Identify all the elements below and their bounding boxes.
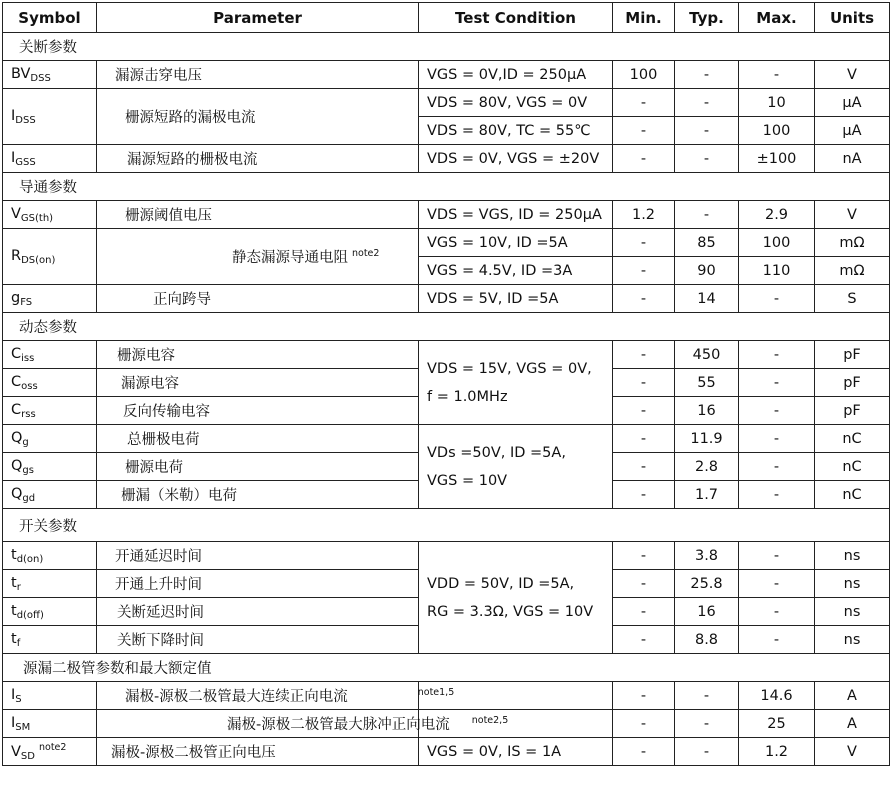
condition-cell: VGS = 0V, IS = 1A — [419, 738, 613, 766]
parameter-cell: 漏源击穿电压 — [97, 61, 419, 89]
max-cell: - — [739, 285, 815, 313]
typ-cell: - — [675, 89, 739, 117]
unit-cell: A — [815, 682, 890, 710]
max-cell: 14.6 — [739, 682, 815, 710]
typ-cell: 450 — [675, 341, 739, 369]
symbol-cell: $C_{rss}$ — [3, 397, 97, 425]
section-on-title: 导通参数 — [3, 173, 890, 201]
symbol-cell: $t_r$ — [3, 570, 97, 598]
symbol-cell: $I_{SM}$ — [3, 710, 97, 738]
symbol-cell: $R_{DS(on)}$ — [3, 229, 97, 285]
table-row — [3, 89, 890, 117]
min-cell: - — [613, 481, 675, 509]
typ-cell: 8.8 — [675, 626, 739, 654]
condition-cell: VDD = 50V, ID =5A, RG = 3.3Ω, VGS = 10V — [419, 542, 613, 654]
symbol-cell: $C_{iss}$ — [3, 341, 97, 369]
typ-cell: 11.9 — [675, 425, 739, 453]
min-cell: - — [613, 229, 675, 257]
table-row — [3, 710, 890, 738]
typ-cell: 25.8 — [675, 570, 739, 598]
max-cell: - — [739, 397, 815, 425]
col-units: Units — [815, 3, 890, 33]
typ-cell: - — [675, 738, 739, 766]
parameter-cell: 关断延迟时间 — [97, 598, 419, 626]
max-cell: - — [739, 425, 815, 453]
col-typ: Typ. — [675, 3, 739, 33]
typ-cell: - — [675, 145, 739, 173]
col-test-condition: Test Condition — [419, 3, 613, 33]
typ-cell: 16 — [675, 598, 739, 626]
condition-cell: VDs =50V, ID =5A, VGS = 10V — [419, 425, 613, 509]
table-row — [3, 61, 890, 89]
section-diode-title: 源漏二极管参数和最大额定值 — [3, 654, 890, 682]
unit-cell: V — [815, 201, 890, 229]
unit-cell: pF — [815, 397, 890, 425]
unit-cell: A — [815, 710, 890, 738]
min-cell: - — [613, 425, 675, 453]
symbol-cell: $Q_{gs}$ — [3, 453, 97, 481]
symbol-cell: $C_{oss}$ — [3, 369, 97, 397]
unit-cell: nC — [815, 481, 890, 509]
table-row — [3, 201, 890, 229]
unit-cell: mΩ — [815, 229, 890, 257]
table-row — [3, 341, 890, 369]
parameter-cell: 栅漏（米勒）电荷 — [97, 481, 419, 509]
typ-cell: 2.8 — [675, 453, 739, 481]
unit-cell: mΩ — [815, 257, 890, 285]
typ-cell: - — [675, 61, 739, 89]
mosfet-electrical-characteristics-table — [2, 2, 890, 766]
parameter-cell: 栅源电容 — [97, 341, 419, 369]
condition-cell: VGS = 4.5V, ID =3A — [419, 257, 613, 285]
section-off-title: 关断参数 — [3, 33, 890, 61]
unit-cell: ns — [815, 626, 890, 654]
max-cell: - — [739, 626, 815, 654]
min-cell: - — [613, 257, 675, 285]
unit-cell: ns — [815, 542, 890, 570]
min-cell: - — [613, 285, 675, 313]
section-row — [3, 173, 890, 201]
unit-cell: V — [815, 738, 890, 766]
typ-cell: 85 — [675, 229, 739, 257]
parameter-cell: 总栅极电荷 — [97, 425, 419, 453]
condition-cell: VDS = 5V, ID =5A — [419, 285, 613, 313]
max-cell: - — [739, 542, 815, 570]
table-row — [3, 682, 890, 710]
parameter-cell: 漏极-源极二极管最大脉冲正向电流 $^{note2,5}$ — [97, 710, 419, 738]
table-row — [3, 285, 890, 313]
condition-cell: VGS = 0V,ID = 250μA — [419, 61, 613, 89]
symbol-cell: $t_f$ — [3, 626, 97, 654]
section-switching-title: 开关参数 — [3, 509, 890, 542]
parameter-cell: 栅源电荷 — [97, 453, 419, 481]
table-row — [3, 145, 890, 173]
unit-cell: pF — [815, 369, 890, 397]
min-cell: - — [613, 453, 675, 481]
section-dynamic-title: 动态参数 — [3, 313, 890, 341]
min-cell: - — [613, 145, 675, 173]
typ-cell: - — [675, 710, 739, 738]
condition-cell: VDS = VGS, ID = 250μA — [419, 201, 613, 229]
symbol-cell: $I_S$ — [3, 682, 97, 710]
min-cell: - — [613, 117, 675, 145]
max-cell: 100 — [739, 229, 815, 257]
condition-cell: VDS = 80V, VGS = 0V — [419, 89, 613, 117]
symbol-cell: $t_{d(off)}$ — [3, 598, 97, 626]
typ-cell: 16 — [675, 397, 739, 425]
min-cell: - — [613, 682, 675, 710]
typ-cell: - — [675, 117, 739, 145]
col-symbol: Symbol — [3, 3, 97, 33]
typ-cell: 3.8 — [675, 542, 739, 570]
condition-cell: VDS = 80V, TC = 55℃ — [419, 117, 613, 145]
table-row — [3, 229, 890, 257]
min-cell: - — [613, 369, 675, 397]
typ-cell: 90 — [675, 257, 739, 285]
min-cell: 100 — [613, 61, 675, 89]
max-cell: - — [739, 453, 815, 481]
min-cell: - — [613, 542, 675, 570]
max-cell: 110 — [739, 257, 815, 285]
max-cell: 2.9 — [739, 201, 815, 229]
parameter-cell: 漏源电容 — [97, 369, 419, 397]
min-cell: - — [613, 710, 675, 738]
parameter-cell: 漏极-源极二极管最大连续正向电流 $^{note1,5}$ — [97, 682, 419, 710]
min-cell: - — [613, 89, 675, 117]
max-cell: - — [739, 598, 815, 626]
condition-cell: VDS = 15V, VGS = 0V, f = 1.0MHz — [419, 341, 613, 425]
typ-cell: - — [675, 682, 739, 710]
max-cell: - — [739, 369, 815, 397]
symbol-cell: $Q_{gd}$ — [3, 481, 97, 509]
typ-cell: - — [675, 201, 739, 229]
condition-cell: VGS = 10V, ID =5A — [419, 229, 613, 257]
parameter-cell: 漏源短路的栅极电流 — [97, 145, 419, 173]
parameter-cell: 静态漏源导通电阻 $^{note2}$ — [97, 229, 419, 285]
unit-cell: nC — [815, 425, 890, 453]
min-cell: - — [613, 341, 675, 369]
parameter-cell: 栅源阈值电压 — [97, 201, 419, 229]
min-cell: - — [613, 738, 675, 766]
col-max: Max. — [739, 3, 815, 33]
unit-cell: nC — [815, 453, 890, 481]
col-parameter: Parameter — [97, 3, 419, 33]
parameter-cell: 开通上升时间 — [97, 570, 419, 598]
table-row — [3, 542, 890, 570]
max-cell: 25 — [739, 710, 815, 738]
typ-cell: 55 — [675, 369, 739, 397]
max-cell: - — [739, 570, 815, 598]
unit-cell: ns — [815, 570, 890, 598]
min-cell: - — [613, 570, 675, 598]
symbol-cell: $I_{DSS}$ — [3, 89, 97, 145]
parameter-cell: 漏极-源极二极管正向电压 — [97, 738, 419, 766]
max-cell: 10 — [739, 89, 815, 117]
max-cell: ±100 — [739, 145, 815, 173]
min-cell: 1.2 — [613, 201, 675, 229]
section-row — [3, 509, 890, 542]
unit-cell: ns — [815, 598, 890, 626]
parameter-cell: 反向传输电容 — [97, 397, 419, 425]
header-row — [3, 3, 890, 33]
symbol-cell: $I_{GSS}$ — [3, 145, 97, 173]
max-cell: - — [739, 61, 815, 89]
section-row — [3, 313, 890, 341]
unit-cell: μA — [815, 117, 890, 145]
min-cell: - — [613, 598, 675, 626]
table-row — [3, 738, 890, 766]
section-row — [3, 654, 890, 682]
parameter-cell: 关断下降时间 — [97, 626, 419, 654]
typ-cell: 14 — [675, 285, 739, 313]
max-cell: 100 — [739, 117, 815, 145]
symbol-cell: $g_{FS}$ — [3, 285, 97, 313]
min-cell: - — [613, 397, 675, 425]
symbol-cell: $V_{GS(th)}$ — [3, 201, 97, 229]
symbol-cell: $BV_{DSS}$ — [3, 61, 97, 89]
col-min: Min. — [613, 3, 675, 33]
parameter-cell: 开通延迟时间 — [97, 542, 419, 570]
max-cell: 1.2 — [739, 738, 815, 766]
table-row — [3, 425, 890, 453]
unit-cell: μA — [815, 89, 890, 117]
unit-cell: pF — [815, 341, 890, 369]
unit-cell: S — [815, 285, 890, 313]
symbol-cell: $t_{d(on)}$ — [3, 542, 97, 570]
max-cell: - — [739, 481, 815, 509]
section-row — [3, 33, 890, 61]
unit-cell: V — [815, 61, 890, 89]
max-cell: - — [739, 341, 815, 369]
condition-cell: VDS = 0V, VGS = ±20V — [419, 145, 613, 173]
unit-cell: nA — [815, 145, 890, 173]
typ-cell: 1.7 — [675, 481, 739, 509]
symbol-cell: $V_{SD}^{note2}$ — [3, 738, 97, 766]
parameter-cell: 正向跨导 — [97, 285, 419, 313]
parameter-cell: 栅源短路的漏极电流 — [97, 89, 419, 145]
min-cell: - — [613, 626, 675, 654]
symbol-cell: $Q_g$ — [3, 425, 97, 453]
